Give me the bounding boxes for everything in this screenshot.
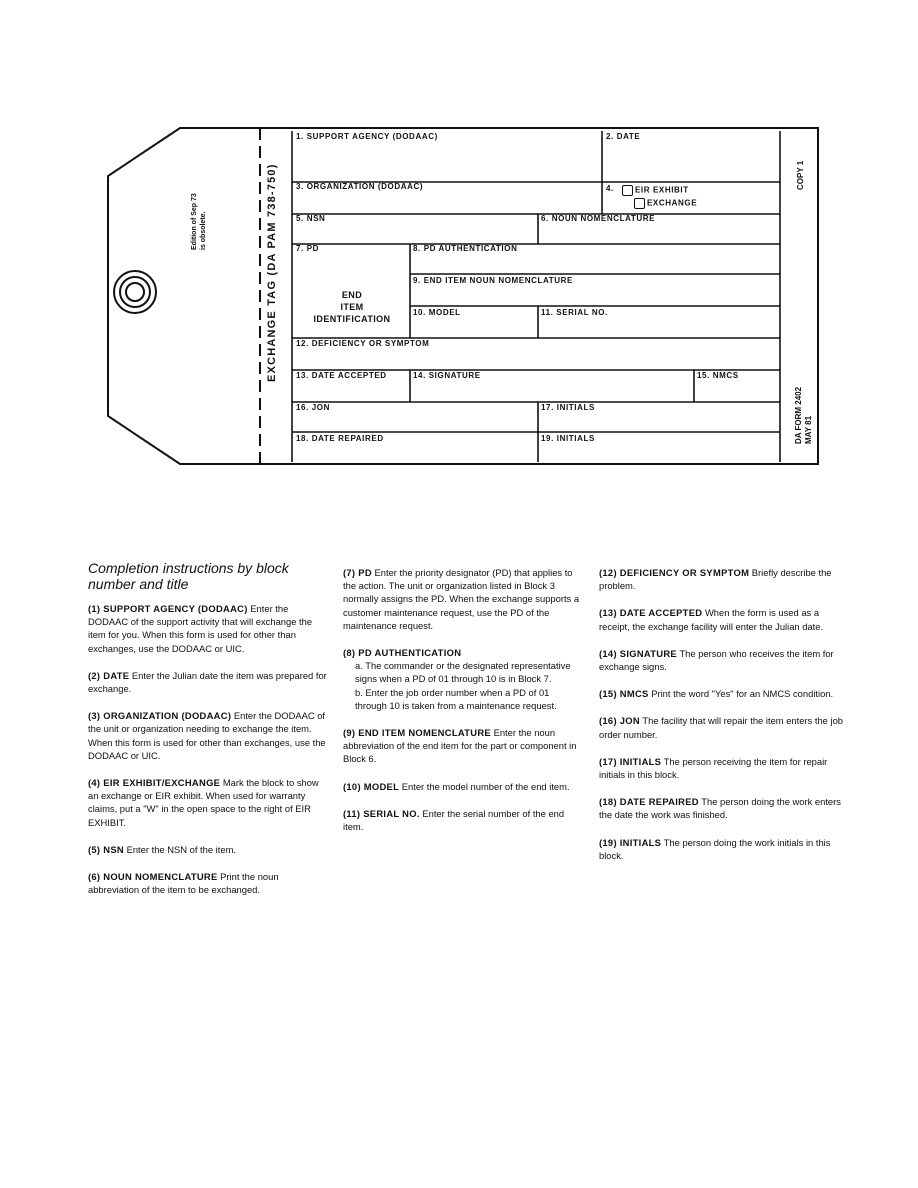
instructions-column-1: [88, 602, 328, 910]
instruction-item: [599, 795, 843, 821]
instruction-title: (18) DATE REPAIRED: [599, 796, 699, 808]
instructions-heading: Completion instructions by block number and title: [88, 560, 289, 592]
instruction-item: [343, 807, 581, 833]
instruction-text: Print the word "Yes" for an NMCS condition.: [651, 688, 834, 700]
instruction-item: [88, 669, 328, 695]
instruction-title: (3) ORGANIZATION (DODAAC): [88, 710, 232, 722]
tag-outline: [0, 0, 918, 480]
instruction-title: (5) NSN: [88, 843, 124, 855]
eir-exhibit-label: EIR EXHIBIT: [635, 185, 689, 195]
instruction-text: The person who receives the item for exchange signs.: [599, 647, 834, 673]
edition-line-1: Edition of Sep 73: [191, 193, 198, 250]
block-17-initials[interactable]: 17. INITIALS: [541, 403, 595, 412]
instruction-title: (11) SERIAL NO.: [343, 807, 420, 819]
block-9-end-item-noun-nomenclature[interactable]: 9. END ITEM NOUN NOMENCLATURE: [413, 276, 573, 285]
block-2-date[interactable]: 2. DATE: [606, 132, 641, 141]
instruction-item: [343, 646, 581, 712]
instruction-title: (19) INITIALS: [599, 836, 662, 848]
instruction-item: [599, 606, 843, 632]
edition-line-2: is obsolete.: [200, 211, 207, 250]
instruction-item: [599, 714, 843, 740]
instruction-item: [343, 726, 581, 766]
instruction-text: The person receiving the item for repair initials in this block.: [599, 755, 828, 781]
block-3-organization[interactable]: 3. ORGANIZATION (DODAAC): [296, 182, 424, 191]
instruction-text: Enter the model number of the end item.: [401, 780, 570, 792]
instruction-text: Enter the priority designator (PD) that applies to the action. The unit or organization listed in Block 3 normally assigns the PD. When the exchange supports a customer maintenance request, use the PD of the maintenance request.: [343, 567, 580, 631]
instruction-item: [599, 755, 843, 781]
instruction-item: [599, 836, 843, 862]
instruction-text: The person doing the work initials in this block.: [599, 836, 831, 861]
instruction-item: [343, 566, 581, 632]
instruction-title: (8) PD AUTHENTICATION: [343, 647, 462, 659]
instruction-title: (16) JON: [599, 715, 640, 727]
block-1-support-agency[interactable]: 1. SUPPORT AGENCY (DODAAC): [296, 132, 438, 141]
block-7-pd[interactable]: 7. PD: [296, 244, 320, 253]
instruction-text: The person doing the work enters the date the work was finished.: [599, 796, 841, 821]
instructions-column-2: [343, 566, 581, 847]
instruction-item: [343, 780, 581, 793]
instruction-item: [88, 870, 328, 896]
instruction-text: Enter the NSN of the item.: [126, 843, 237, 855]
grommet-icon: [114, 271, 156, 313]
instruction-title: (9) END ITEM NOMENCLATURE: [343, 727, 491, 739]
eir-exhibit-option[interactable]: [622, 185, 689, 196]
instruction-text: Briefly describe the problem.: [599, 567, 832, 592]
block-8-pd-authentication[interactable]: 8. PD AUTHENTICATION: [413, 244, 518, 253]
block-4-label: 4.: [606, 184, 614, 193]
instruction-title: (14) SIGNATURE: [599, 647, 677, 659]
instruction-item: [599, 566, 843, 592]
instruction-text: Enter the DODAAC of the support activity that will exchange the item for you. When this form is used for other than exchanges, use the DODAAC or UIC.: [88, 603, 313, 654]
instruction-item: [599, 687, 843, 700]
block-15-nmcs[interactable]: 15. NMCS: [697, 371, 739, 380]
block-18-date-repaired[interactable]: 18. DATE REPAIRED: [296, 434, 384, 443]
block-12-deficiency-or-symptom[interactable]: 12. DEFICIENCY OR SYMPTOM: [296, 339, 430, 348]
instruction-text: Enter the Julian date the item was prepared for exchange.: [88, 669, 327, 695]
block-5-nsn[interactable]: 5. NSN: [296, 214, 326, 223]
form-date-line: MAY 81: [804, 415, 813, 444]
form-number-line-1: DA FORM 2402: [794, 386, 803, 444]
exchange-checkbox[interactable]: [634, 198, 645, 209]
instruction-title: (4) EIR EXHIBIT/EXCHANGE: [88, 777, 221, 789]
form-number: [794, 387, 814, 444]
eir-exhibit-checkbox[interactable]: [622, 185, 633, 196]
block-6-noun-nomenclature[interactable]: 6. NOUN NOMENCLATURE: [541, 214, 656, 223]
instruction-subitem-b: b. Enter the job order number when a PD of 01 through 10 is taken from a maintenance request.: [355, 686, 557, 711]
instruction-text: The facility that will repair the item enters the job order number.: [599, 715, 844, 740]
end-item-line-2: ITEM: [340, 302, 364, 312]
instruction-title: (2) DATE: [88, 669, 130, 681]
instruction-text: Enter the DODAAC of the unit or organization needing to exchange the item. When this form is used for other than exchanges, use the DODAAC or UIC.: [88, 710, 326, 761]
block-16-jon[interactable]: 16. JON: [296, 403, 330, 412]
instruction-item: [88, 776, 328, 829]
instruction-title: (17) INITIALS: [599, 755, 662, 767]
instruction-text: Enter the serial number of the end item.: [343, 807, 565, 833]
block-19-initials[interactable]: 19. INITIALS: [541, 434, 595, 443]
edition-note: [190, 193, 208, 250]
instruction-title: (12) DEFICIENCY OR SYMPTOM: [599, 567, 750, 578]
instruction-text: When the form is used as a receipt, the exchange facility will enter the Julian date.: [599, 607, 824, 632]
end-item-identification-label: [296, 289, 408, 325]
instruction-item: [599, 647, 843, 673]
instruction-title: (15) NMCS: [599, 688, 649, 700]
tag-title: EXCHANGE TAG (DA PAM 738-750): [266, 163, 278, 382]
instruction-subitem-a: a. The commander or the designated representative signs when a PD of 01 through 10 is in Block 7.: [355, 660, 571, 685]
instruction-text: Print the noun abbreviation of the item to be exchanged.: [88, 871, 279, 896]
instruction-item: [88, 843, 328, 856]
instruction-text: Mark the block to show an exchange or EIR exhibit. When used for warranty claims, put a "W" in the open space to the right of EIR EXHIBIT.: [88, 777, 319, 828]
block-14-signature[interactable]: 14. SIGNATURE: [413, 371, 481, 380]
instructions-column-3: [599, 566, 843, 876]
end-item-line-1: END: [341, 290, 363, 300]
instruction-title: (10) MODEL: [343, 780, 400, 792]
instruction-item: [88, 709, 328, 762]
copy-label: COPY 1: [796, 160, 805, 190]
block-10-model[interactable]: 10. MODEL: [413, 308, 461, 317]
instruction-title: (13) DATE ACCEPTED: [599, 607, 703, 619]
exchange-label: EXCHANGE: [647, 198, 698, 208]
block-13-date-accepted[interactable]: 13. DATE ACCEPTED: [296, 371, 387, 380]
instruction-title: (6) NOUN NOMENCLATURE: [88, 871, 218, 883]
instruction-item: [88, 602, 328, 655]
exchange-tag: [0, 0, 918, 480]
block-11-serial-no[interactable]: 11. SERIAL NO.: [541, 308, 608, 317]
end-item-line-3: IDENTIFICATION: [313, 314, 391, 324]
instruction-title: (7) PD: [343, 567, 372, 578]
instruction-text: Enter the noun abbreviation of the end item for the part or component in Block 6.: [343, 727, 577, 765]
instruction-title: (1) SUPPORT AGENCY (DODAAC): [88, 603, 248, 614]
exchange-option[interactable]: [634, 198, 697, 209]
